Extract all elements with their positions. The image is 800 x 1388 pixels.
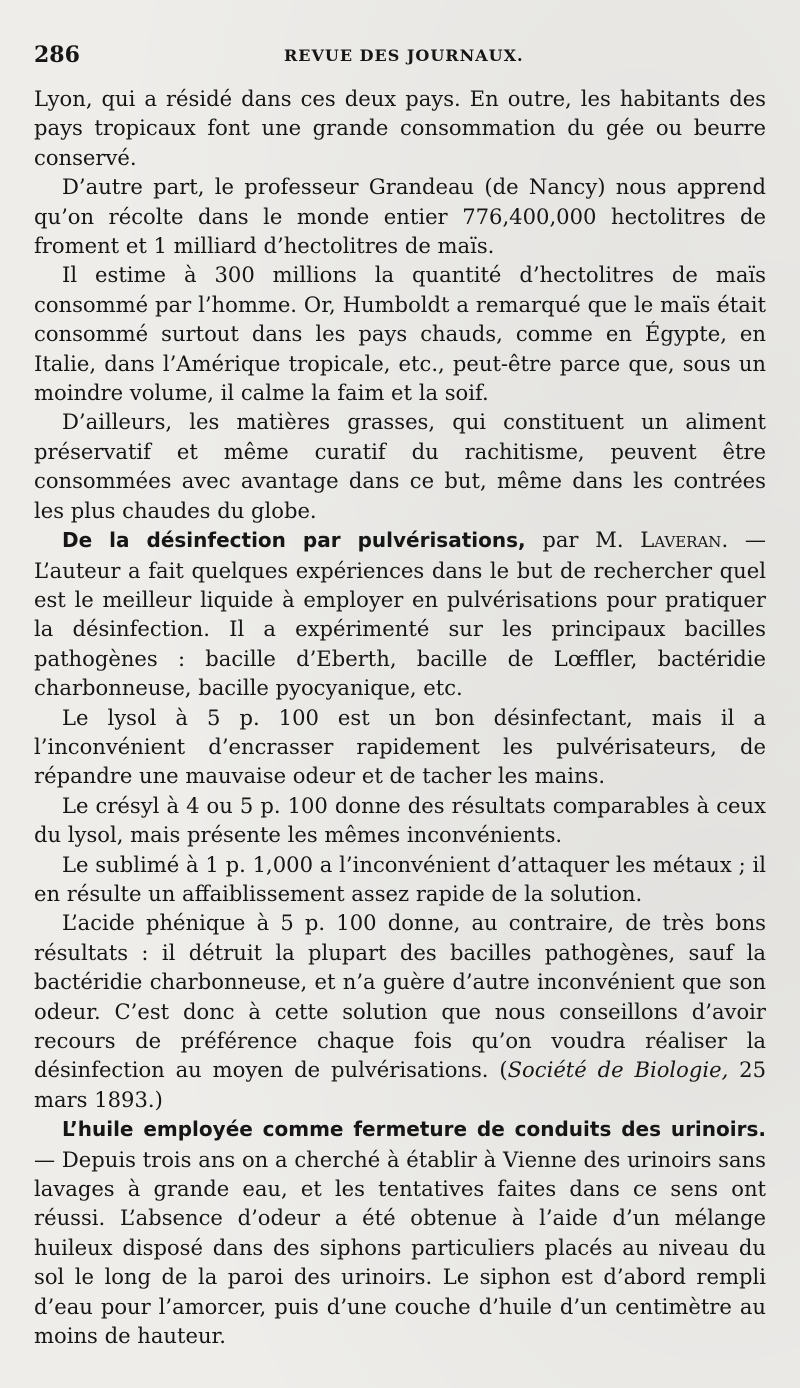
paragraph-mais: Il estime à 300 millions la quantité d’hectolitres de maïs consommé par l’homme. Or, Humboldt a remarqué que le maïs était consommé surtout dans les pays chauds, comme en Égypte, en Italie, dans l’Amérique tropicale, etc., peut-être parce que, sous un moindre volume, il calme la faim et la soif. xyxy=(34,262,766,406)
paragraph-cresyl: Le crésyl à 4 ou 5 p. 100 donne des résultats comparables à ceux du lysol, mais présente les mêmes inconvénients. xyxy=(34,792,766,848)
article-heading-urinoirs: L’huile employée comme fermeture de conduits des urinoirs. xyxy=(62,1117,766,1142)
paragraph-sublime: Le sublimé à 1 p. 1,000 a l’inconvénient d’attaquer les métaux ; il en résulte un affaiblissement assez rapide de la solution. xyxy=(34,851,766,906)
body-text xyxy=(34,84,766,1350)
running-head: REVUE DES JOURNAUX. xyxy=(284,46,524,65)
article-urinoirs xyxy=(34,1114,766,1350)
paragraph-grandeau: D’autre part, le professeur Grandeau (de Nancy) nous apprend qu’on récolte dans le monde entier 776,400,000 hectolitres de froment et 1 milliard d’hectolitres de maïs. xyxy=(34,174,766,259)
source-date: 25 mars 1893.) xyxy=(34,1057,766,1112)
article-heading-desinfection: De la désinfection par pulvérisations, xyxy=(62,528,526,553)
article-desinfection xyxy=(34,525,766,702)
page-number: 286 xyxy=(34,42,80,68)
paragraph-continuation: Lyon, qui a résidé dans ces deux pays. En outre, les habitants des pays tropicaux font une grande consommation du gée ou beurre conservé. xyxy=(34,86,766,170)
page-header xyxy=(34,38,760,72)
paragraph-matieres-grasses: D’ailleurs, les matières grasses, qui constituent un aliment préservatif et même curatif du rachitisme, peuvent être consommées avec avantage dans ce but, même dans les contrées les plus chaudes du globe. xyxy=(34,409,766,523)
article-urinoirs-text: — Depuis trois ans on a cherché à établir à Vienne des urinoirs sans lavages à grande eau, et les tentatives faites dans ce sens ont réussi. L’absence d’odeur a été obtenue à l’aide d’un mélange huileux disposé dans des siphons particuliers placés au niveau du sol le long de la paroi des urinoirs. Le siphon est d’abord rempli d’eau pour l’amorcer, puis d’une couche d’huile d’un centimètre au moins de hauteur. xyxy=(34,1146,766,1349)
acide-phenique-text: L’acide phénique à 5 p. 100 donne, au contraire, de très bons résultats : il détruit la plupart des bacilles pathogènes, sauf la bactéridie charbonneuse, et n’a guère d’autre inconvénient que son odeur. C’est donc à cette solution que nous conseillons d’avoir recours de préférence chaque fois qu’on voudra réaliser la désinfection au moyen de pulvérisations. ( xyxy=(34,910,766,1083)
article-author: Laveran xyxy=(640,527,722,553)
paragraph-lysol: Le lysol à 5 p. 100 est un bon désinfectant, mais il a l’inconvénient d’encrasser rapidement les pulvérisateurs, de répandre une mauvaise odeur et de tacher les mains. xyxy=(34,704,766,789)
article-byline: par M. xyxy=(525,527,641,553)
source-citation: Société de Biologie, xyxy=(507,1057,729,1083)
article-dash: . — xyxy=(721,527,766,553)
article-intro: L’auteur a fait quelques expériences dans le but de rechercher quel est le meilleur liquide à employer en pulvérisations pour pratiquer la désinfection. Il a expérimenté sur les principaux bacilles pathogènes : bacille d’Eberth, bacille de Lœffler, bactéridie charbonneuse, bacille pyocyanique, etc. xyxy=(34,557,766,701)
paragraph-acide-phenique xyxy=(34,908,766,1114)
